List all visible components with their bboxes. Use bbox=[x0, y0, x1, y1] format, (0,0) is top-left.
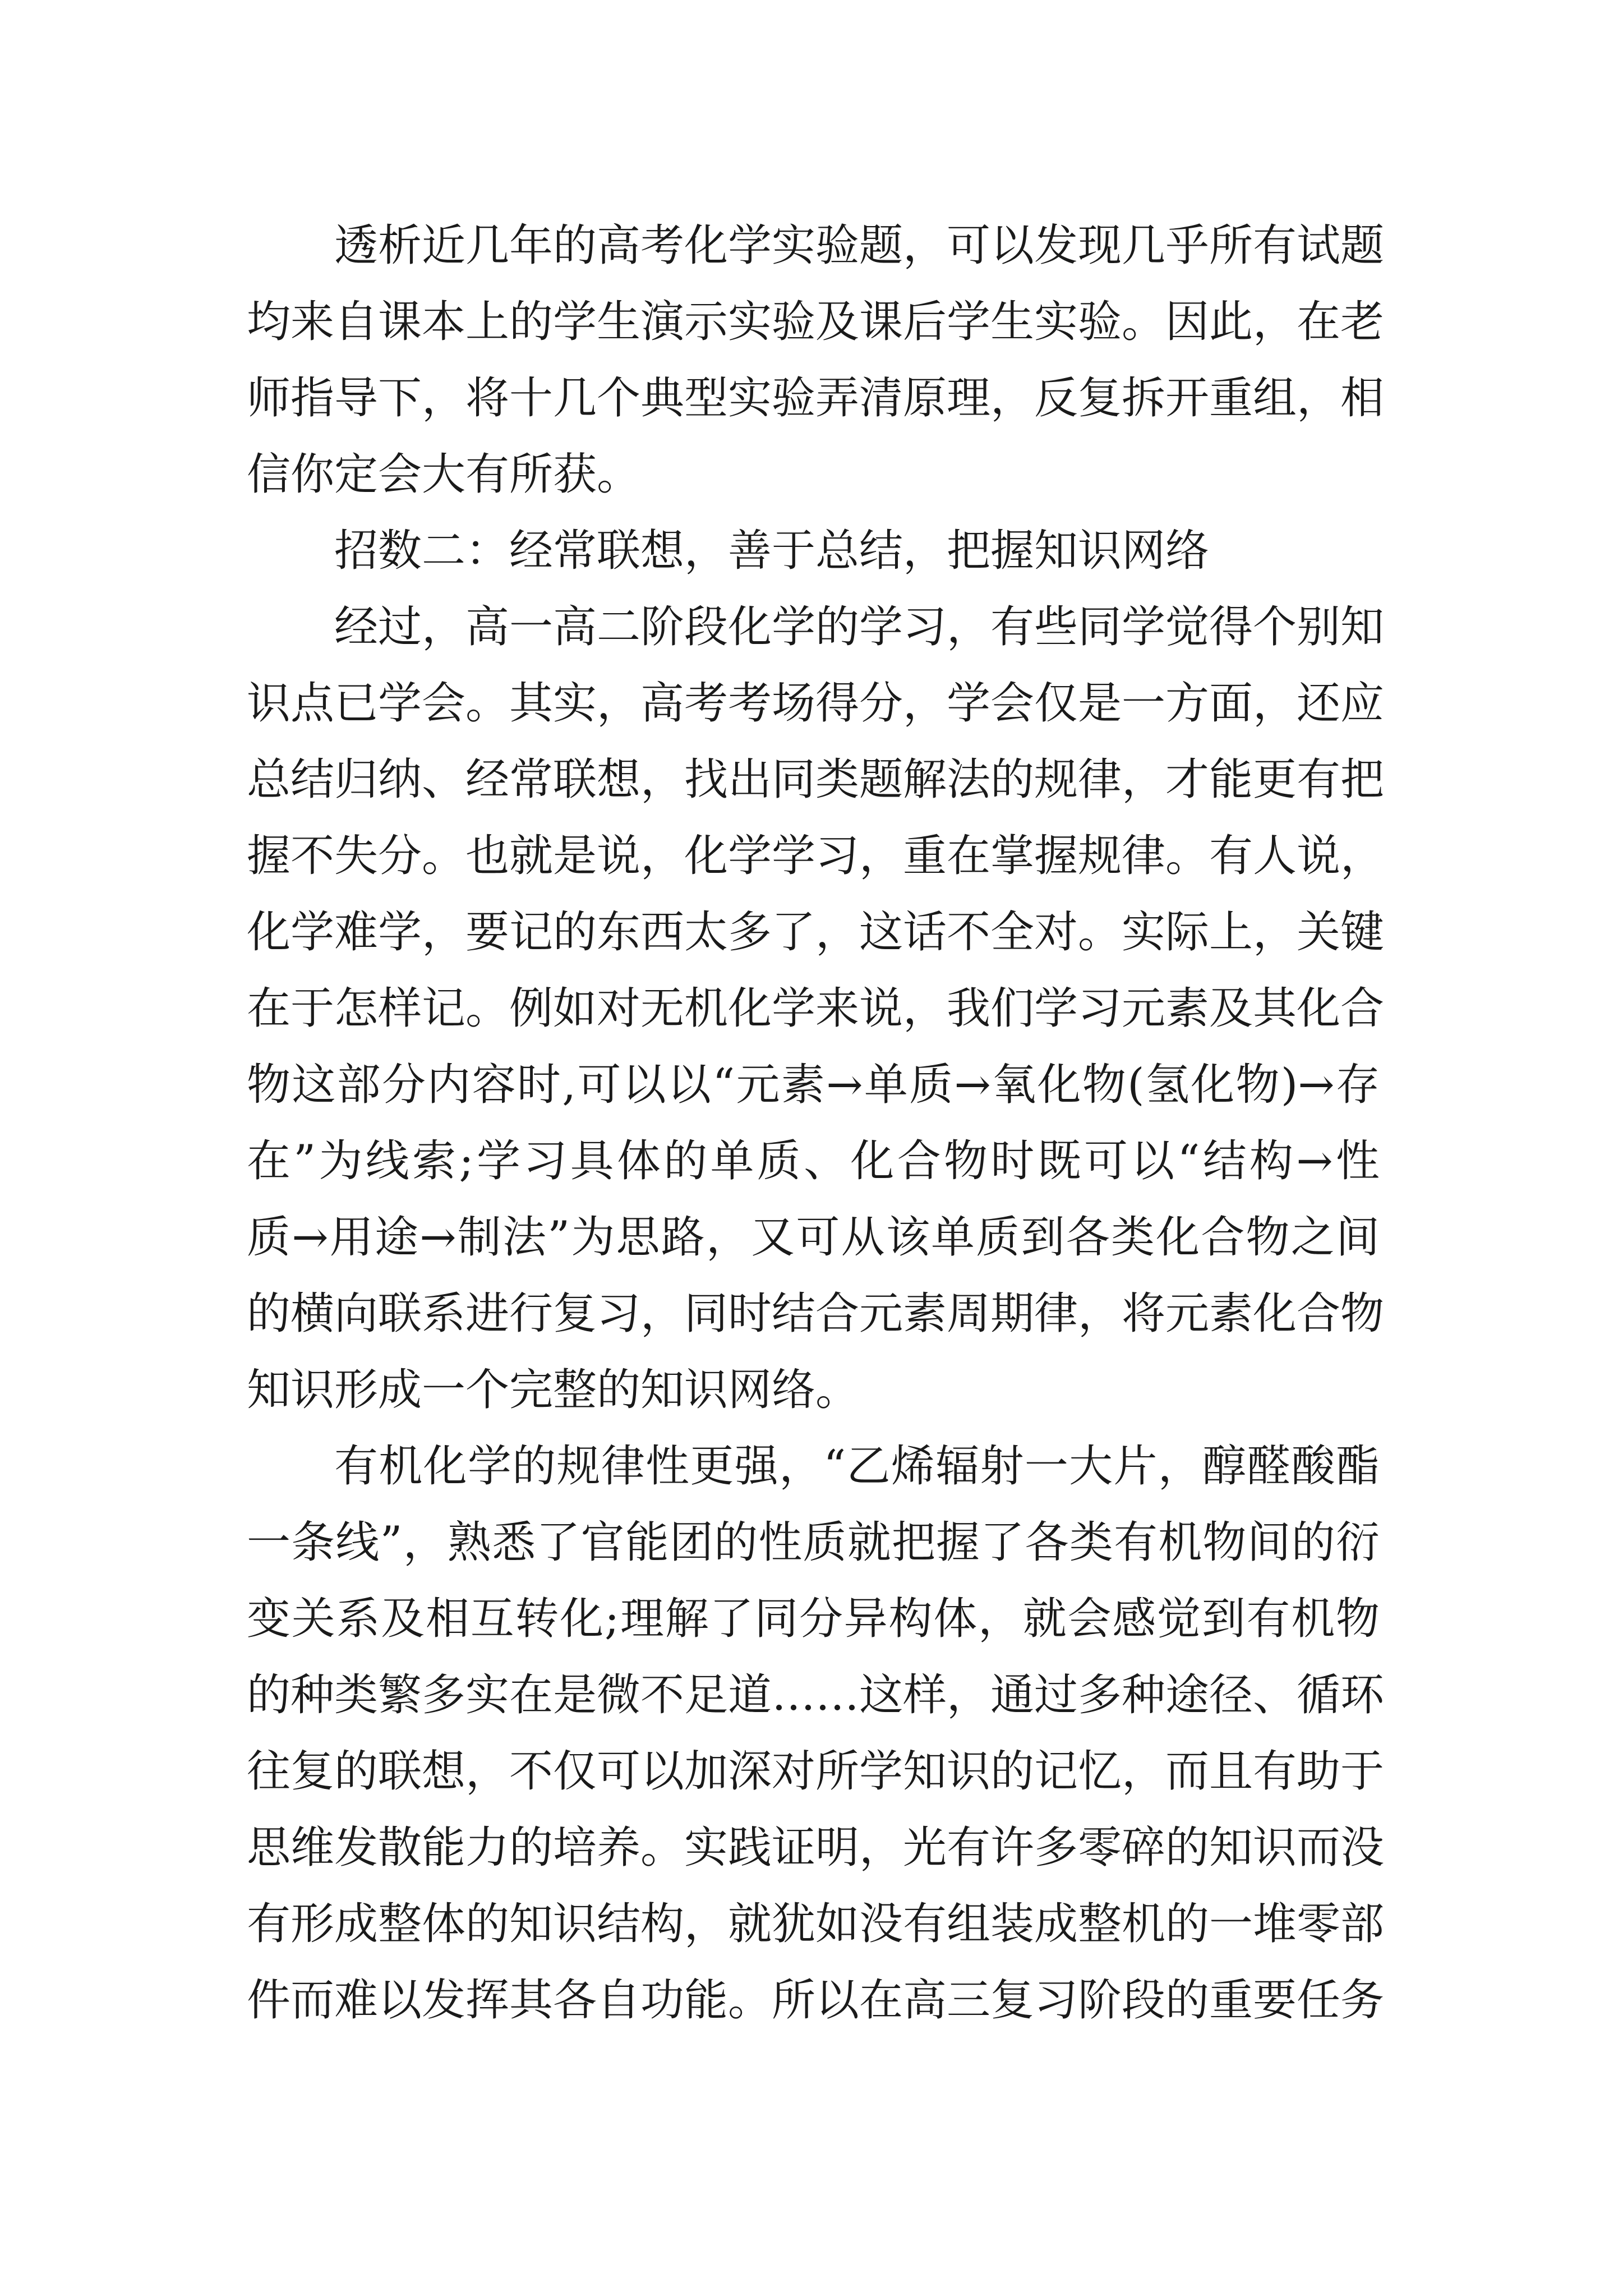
paragraph-line: 质→用途→制法”为思路，又可从该单质到各类化合物之间 bbox=[247, 1212, 1380, 1263]
document-body bbox=[247, 208, 1385, 2039]
paragraph-line: 有机化学的规律性更强，“乙烯辐射一大片，醇醛酸酯 bbox=[334, 1441, 1380, 1492]
paragraph-line: 有形成整体的知识结构，就犹如没有组装成整机的一堆零部 bbox=[247, 1899, 1385, 1949]
paragraph-line: 件而难以发挥其各自功能。所以在高三复习阶段的重要任务 bbox=[247, 1975, 1385, 2026]
paragraph-line: 握不失分。也就是说，化学学习，重在掌握规律。有人说， bbox=[247, 831, 1385, 881]
paragraph-line: 化学难学，要记的东西太多了，这话不全对。实际上，关键 bbox=[247, 907, 1385, 958]
paragraph-line: 总结归纳、经常联想，找出同类题解法的规律，才能更有把 bbox=[247, 754, 1385, 805]
paragraph-line: 物这部分内容时,可以以“元素→单质→氧化物(氢化物)→存 bbox=[247, 1060, 1380, 1110]
paragraph-line: 往复的联想，不仅可以加深对所学知识的记忆，而且有助于 bbox=[247, 1746, 1385, 1797]
paragraph-line: 经过，高一高二阶段化学的学习，有些同学觉得个别知 bbox=[334, 602, 1385, 652]
paragraph-line: 的横向联系进行复习，同时结合元素周期律，将元素化合物 bbox=[247, 1289, 1385, 1339]
paragraph-line: 知识形成一个完整的知识网络。 bbox=[247, 1365, 860, 1415]
paragraph-line: 的种类繁多实在是微不足道……这样，通过多种途径、循环 bbox=[247, 1670, 1385, 1720]
paragraph-line: 变关系及相互转化;理解了同分异构体，就会感觉到有机物 bbox=[247, 1594, 1380, 1644]
paragraph-line: 透析近几年的高考化学实验题，可以发现几乎所有试题 bbox=[334, 220, 1385, 271]
paragraph-line: 一条线”，熟悉了官能团的性质就把握了各类有机物间的衍 bbox=[247, 1517, 1380, 1568]
paragraph-line: 均来自课本上的学生演示实验及课后学生实验。因此，在老 bbox=[247, 297, 1385, 347]
paragraph-line: 思维发散能力的培养。实践证明，光有许多零碎的知识而没 bbox=[247, 1823, 1385, 1873]
paragraph-line: 在于怎样记。例如对无机化学来说，我们学习元素及其化合 bbox=[247, 983, 1385, 1034]
paragraph-line: 师指导下，将十几个典型实验弄清原理，反复拆开重组，相 bbox=[247, 373, 1385, 424]
section-heading: 招数二：经常联想，善于总结，把握知识网络 bbox=[334, 526, 1210, 576]
paragraph-line: 识点已学会。其实，高考考场得分，学会仅是一方面，还应 bbox=[247, 678, 1385, 729]
paragraph-line: 信你定会大有所获。 bbox=[247, 449, 641, 500]
paragraph-line: 在”为线索;学习具体的单质、化合物时既可以“结构→性 bbox=[247, 1136, 1380, 1186]
